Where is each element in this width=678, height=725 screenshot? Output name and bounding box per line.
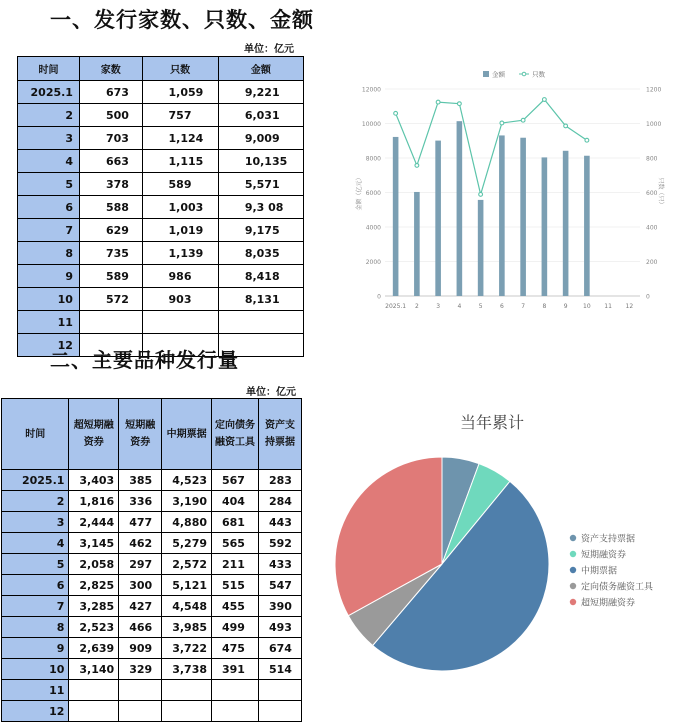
period-cell: 3: [18, 127, 80, 150]
table-row: [18, 127, 304, 150]
legend-label: 超短期融资券: [581, 598, 636, 609]
y-tick-label: 2000: [365, 259, 381, 266]
legend-label-line: 只数: [532, 70, 545, 79]
value-cell: 4,880: [162, 512, 212, 533]
period-cell: 2: [2, 491, 69, 512]
value-cell: 903: [142, 288, 218, 311]
value-cell: 9,221: [218, 81, 303, 104]
value-cell: 3,985: [162, 617, 212, 638]
header-cell: 超短期融资券: [69, 399, 119, 470]
value-cell: 592: [259, 533, 302, 554]
header-cell: 中期票据: [162, 399, 212, 470]
legend-label: 资产支持票据: [581, 534, 636, 545]
value-cell: 589: [79, 265, 142, 288]
value-cell: [218, 311, 303, 334]
line-point: [436, 100, 440, 104]
table-row: [18, 196, 304, 219]
period-cell: 5: [2, 554, 69, 575]
x-tick-label: 12: [625, 303, 634, 310]
value-cell: 9,3 08: [218, 196, 303, 219]
value-cell: 6,031: [218, 104, 303, 127]
value-cell: 673: [79, 81, 142, 104]
legend-swatch: [570, 583, 576, 589]
value-cell: 1,124: [142, 127, 218, 150]
value-cell: 629: [79, 219, 142, 242]
table-row: [2, 596, 302, 617]
header-cell: 时间: [18, 57, 80, 81]
value-cell: 8,035: [218, 242, 303, 265]
x-tick-label: 10: [583, 303, 591, 310]
value-cell: 681: [212, 512, 259, 533]
y2-tick-label: 1200: [646, 86, 662, 94]
period-cell: 10: [18, 288, 80, 311]
value-cell: 8,418: [218, 265, 303, 288]
value-cell: 9,175: [218, 219, 303, 242]
value-cell: 475: [212, 638, 259, 659]
y-tick-label: 10000: [361, 121, 381, 128]
value-cell: 390: [259, 596, 302, 617]
bar: [393, 137, 399, 296]
value-cell: [162, 701, 212, 722]
value-cell: 3,145: [69, 533, 119, 554]
value-cell: [119, 701, 162, 722]
y2-axis-title: 只数（只）: [657, 177, 664, 208]
value-cell: 385: [119, 470, 162, 491]
period-cell: 7: [18, 219, 80, 242]
value-cell: 493: [259, 617, 302, 638]
table-row: [18, 104, 304, 127]
x-tick-label: 11: [604, 303, 612, 310]
value-cell: 2,523: [69, 617, 119, 638]
value-cell: 3,403: [69, 470, 119, 491]
legend-label: 中期票据: [581, 566, 618, 577]
value-cell: 3,190: [162, 491, 212, 512]
series-line: [396, 100, 587, 195]
bar: [414, 192, 420, 296]
header-cell: 金额: [218, 57, 303, 81]
value-cell: 300: [119, 575, 162, 596]
y-tick-label: 8000: [365, 155, 381, 163]
value-cell: 499: [212, 617, 259, 638]
table-row: [2, 491, 302, 512]
bar: [542, 157, 548, 296]
value-cell: 3,738: [162, 659, 212, 680]
value-cell: [212, 701, 259, 722]
section1-title: 一、发行家数、只数、金额: [50, 8, 314, 32]
y2-tick-label: 0: [646, 293, 650, 301]
value-cell: 674: [259, 638, 302, 659]
period-cell: 10: [2, 659, 69, 680]
period-cell: 7: [2, 596, 69, 617]
period-cell: 4: [18, 150, 80, 173]
value-cell: 5,121: [162, 575, 212, 596]
value-cell: 500: [79, 104, 142, 127]
line-point: [564, 124, 568, 128]
value-cell: 5,571: [218, 173, 303, 196]
value-cell: 2,058: [69, 554, 119, 575]
section2-title: 二、主要品种发行量: [50, 348, 239, 372]
period-cell: 2: [18, 104, 80, 127]
legend-swatch: [570, 551, 576, 557]
bar: [457, 121, 463, 296]
value-cell: 588: [79, 196, 142, 219]
bar: [584, 156, 590, 296]
x-tick-label: 3: [436, 303, 441, 310]
value-cell: 986: [142, 265, 218, 288]
legend-label-bar: 金额: [492, 70, 505, 79]
header-cell: 短期融资券: [119, 399, 162, 470]
section2-unit: 单位：亿元: [246, 387, 296, 398]
value-cell: 3,140: [69, 659, 119, 680]
y-tick-label: 12000: [361, 86, 381, 94]
value-cell: 735: [79, 242, 142, 265]
value-cell: 2,572: [162, 554, 212, 575]
y2-tick-label: 600: [646, 190, 658, 197]
x-tick-label: 5: [478, 303, 483, 310]
cumulative-pie-chart: [330, 398, 670, 698]
table-row: [2, 575, 302, 596]
value-cell: [259, 701, 302, 722]
y-tick-label: 6000: [365, 190, 381, 197]
legend-label: 短期融资券: [581, 550, 627, 561]
period-cell: 6: [2, 575, 69, 596]
value-cell: 211: [212, 554, 259, 575]
value-cell: 284: [259, 491, 302, 512]
table-row: [2, 533, 302, 554]
value-cell: 515: [212, 575, 259, 596]
period-cell: 8: [18, 242, 80, 265]
line-point: [457, 102, 461, 106]
table-row: [2, 554, 302, 575]
value-cell: 4,523: [162, 470, 212, 491]
value-cell: 589: [142, 173, 218, 196]
value-cell: 9,009: [218, 127, 303, 150]
varieties-table: [1, 398, 302, 722]
header-cell: 时间: [2, 399, 69, 470]
value-cell: 462: [119, 533, 162, 554]
period-cell: 12: [2, 701, 69, 722]
legend-swatch: [570, 567, 576, 573]
period-cell: 8: [2, 617, 69, 638]
value-cell: [212, 680, 259, 701]
table-row: [18, 150, 304, 173]
x-tick-label: 9: [563, 303, 568, 310]
header-cell: 只数: [142, 57, 218, 81]
line-point: [585, 138, 589, 142]
section1-unit: 单位：亿元: [244, 44, 294, 55]
value-cell: 443: [259, 512, 302, 533]
value-cell: 1,059: [142, 81, 218, 104]
y2-tick-label: 400: [646, 224, 658, 232]
value-cell: 1,003: [142, 196, 218, 219]
table-row: [2, 680, 302, 701]
header-cell: 定向债务融资工具: [212, 399, 259, 470]
value-cell: [142, 311, 218, 334]
table-row: [2, 701, 302, 722]
value-cell: 547: [259, 575, 302, 596]
value-cell: 1,019: [142, 219, 218, 242]
line-point: [500, 121, 504, 125]
value-cell: 336: [119, 491, 162, 512]
header-cell: 资产支持票据: [259, 399, 302, 470]
period-cell: 5: [18, 173, 80, 196]
value-cell: 297: [119, 554, 162, 575]
value-cell: 1,816: [69, 491, 119, 512]
bar: [520, 138, 526, 296]
x-tick-label: 2: [414, 303, 419, 310]
y2-tick-label: 1000: [646, 121, 662, 128]
value-cell: 757: [142, 104, 218, 127]
bar: [499, 135, 505, 296]
table-row: [18, 311, 304, 334]
value-cell: 455: [212, 596, 259, 617]
legend-marker-line: [522, 72, 526, 76]
line-point: [415, 164, 419, 168]
period-cell: 3: [2, 512, 69, 533]
table-row: [18, 242, 304, 265]
value-cell: 1,139: [142, 242, 218, 265]
value-cell: [69, 680, 119, 701]
value-cell: 378: [79, 173, 142, 196]
value-cell: 5,279: [162, 533, 212, 554]
period-cell: 4: [2, 533, 69, 554]
legend-swatch-bar: [483, 71, 489, 77]
value-cell: 4,548: [162, 596, 212, 617]
table-row: [18, 81, 304, 104]
bar: [478, 200, 484, 296]
value-cell: 909: [119, 638, 162, 659]
period-cell: 11: [2, 680, 69, 701]
value-cell: [259, 680, 302, 701]
period-cell: 11: [18, 311, 80, 334]
legend-swatch: [570, 599, 576, 605]
legend-label: 定向债务融资工具: [581, 582, 654, 593]
x-tick-label: 8: [542, 303, 547, 310]
value-cell: 8,131: [218, 288, 303, 311]
value-cell: 3,285: [69, 596, 119, 617]
value-cell: 283: [259, 470, 302, 491]
table-row: [2, 470, 302, 491]
period-cell: 6: [18, 196, 80, 219]
value-cell: [79, 311, 142, 334]
value-cell: [119, 680, 162, 701]
x-tick-label: 6: [499, 303, 504, 310]
line-point: [521, 118, 525, 122]
value-cell: 703: [79, 127, 142, 150]
table-row: [18, 265, 304, 288]
period-cell: 2025.1: [2, 470, 69, 491]
bar: [435, 141, 441, 296]
value-cell: 329: [119, 659, 162, 680]
value-cell: 2,639: [69, 638, 119, 659]
value-cell: 391: [212, 659, 259, 680]
value-cell: 663: [79, 150, 142, 173]
value-cell: 404: [212, 491, 259, 512]
value-cell: 466: [119, 617, 162, 638]
table-row: [2, 638, 302, 659]
value-cell: 2,825: [69, 575, 119, 596]
value-cell: 10,135: [218, 150, 303, 173]
table-row: [18, 173, 304, 196]
issuance-combo-chart: [355, 63, 665, 325]
value-cell: 477: [119, 512, 162, 533]
line-point: [394, 111, 398, 115]
table-row: [2, 512, 302, 533]
period-cell: 9: [2, 638, 69, 659]
x-tick-label: 7: [521, 303, 526, 310]
table-row: [2, 659, 302, 680]
header-cell: 家数: [79, 57, 142, 81]
line-point: [479, 192, 483, 196]
value-cell: 2,444: [69, 512, 119, 533]
value-cell: 427: [119, 596, 162, 617]
legend-swatch: [570, 535, 576, 541]
period-cell: 9: [18, 265, 80, 288]
value-cell: 1,115: [142, 150, 218, 173]
value-cell: 3,722: [162, 638, 212, 659]
y2-tick-label: 800: [646, 155, 658, 163]
table-row: [18, 288, 304, 311]
y2-tick-label: 200: [646, 259, 658, 266]
value-cell: 565: [212, 533, 259, 554]
issuance-table: [17, 56, 304, 357]
pie-title: 当年累计: [460, 413, 525, 432]
table-row: [2, 617, 302, 638]
y-tick-label: 0: [377, 293, 381, 301]
y-tick-label: 4000: [365, 224, 381, 232]
value-cell: 514: [259, 659, 302, 680]
x-tick-label: 2025.1: [385, 303, 407, 310]
value-cell: [69, 701, 119, 722]
x-tick-label: 4: [457, 303, 462, 310]
line-point: [542, 98, 546, 102]
period-cell: 2025.1: [18, 81, 80, 104]
value-cell: [162, 680, 212, 701]
period-cell: 12: [18, 334, 80, 357]
bar: [563, 151, 569, 296]
value-cell: 433: [259, 554, 302, 575]
value-cell: 567: [212, 470, 259, 491]
table-row: [18, 219, 304, 242]
value-cell: 572: [79, 288, 142, 311]
y-axis-title: 金额（亿元）: [356, 174, 363, 211]
